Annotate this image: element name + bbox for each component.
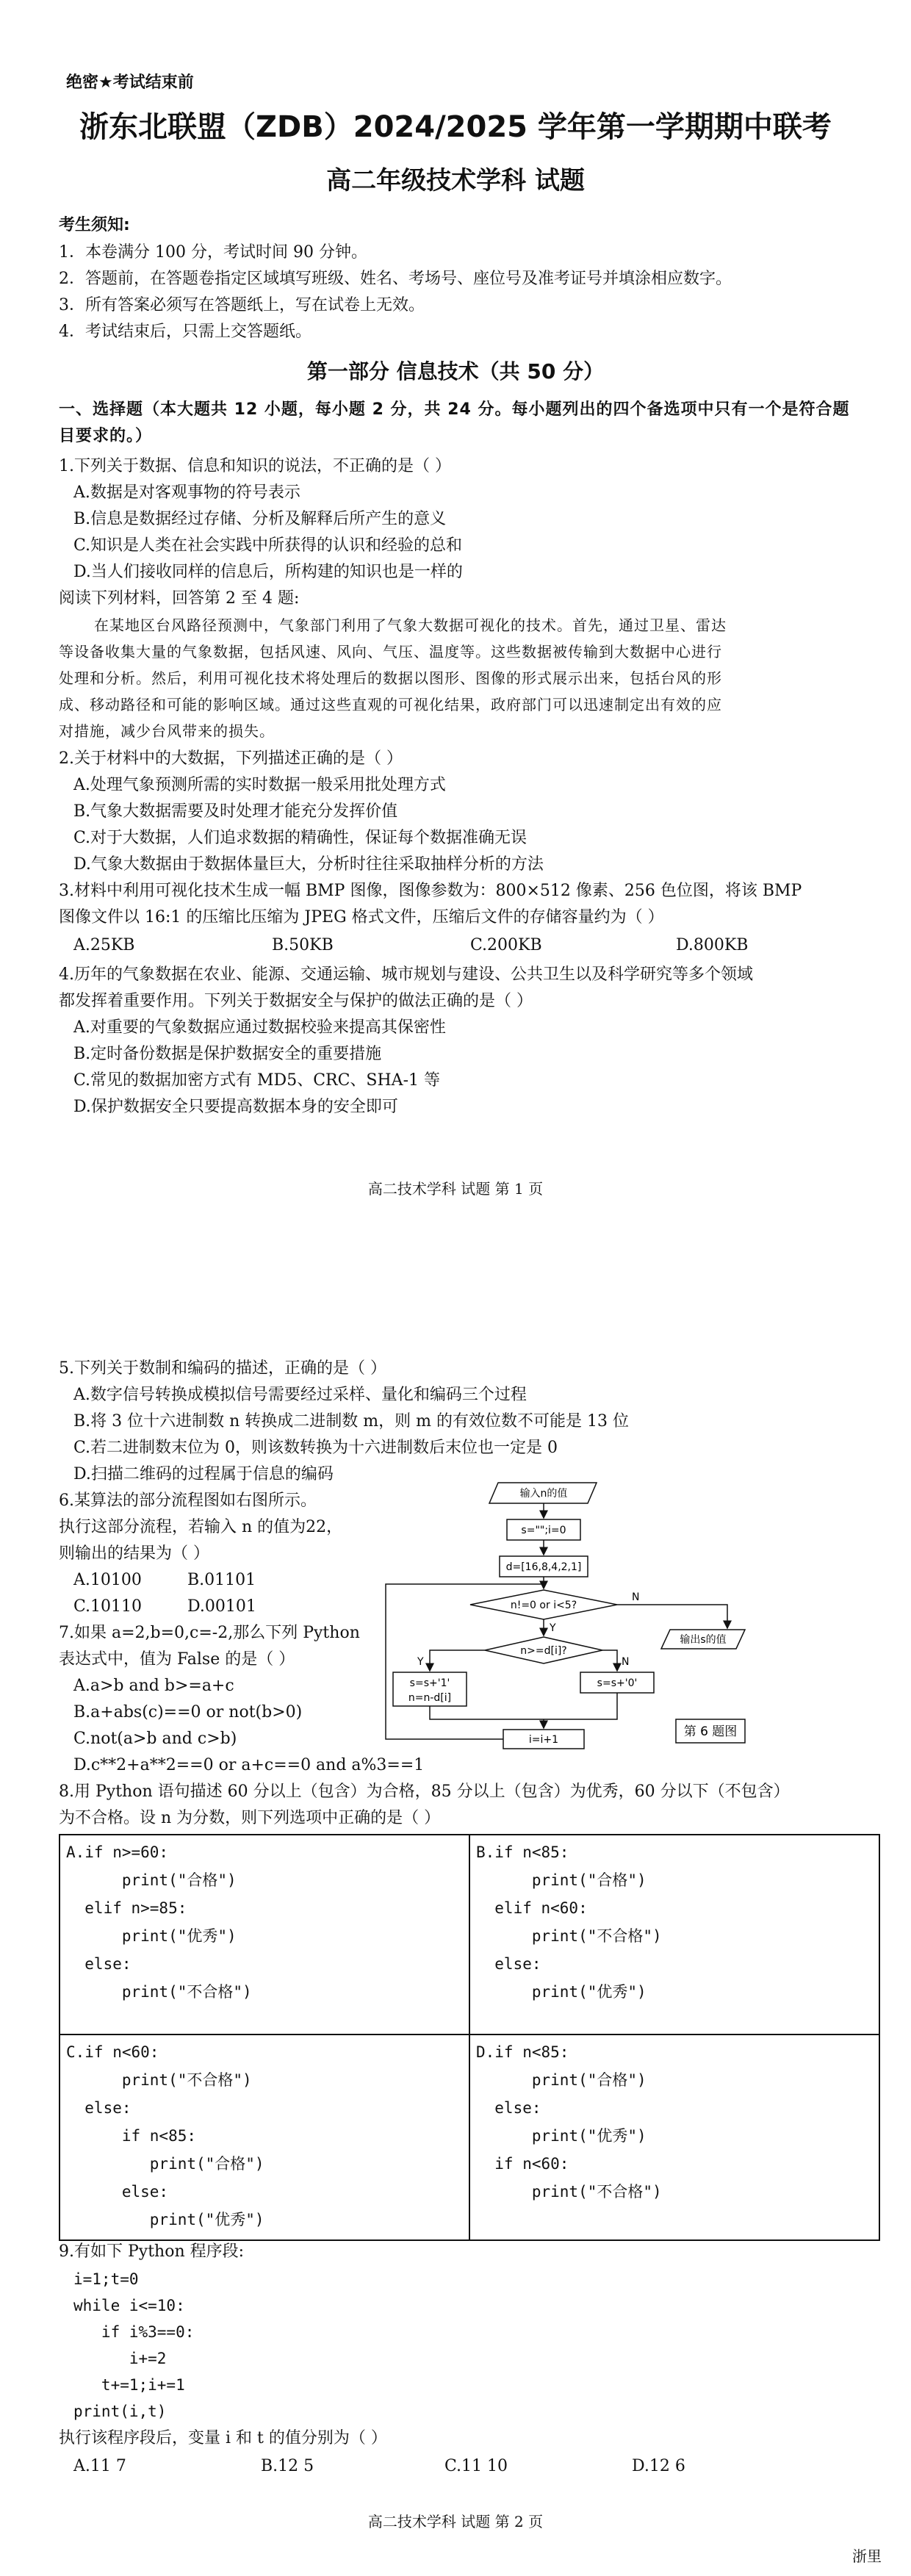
q7-stem: 7.如果 a=2,b=0,c=-2,那么下列 Python bbox=[59, 1624, 360, 1642]
q3-option-a: A.25KB bbox=[73, 936, 135, 954]
reading-line: 在某地区台风路径预测中，气象部门利用了气象大数据可视化的技术。首先，通过卫星、雷达 bbox=[94, 616, 727, 634]
q6-option-c: C.10110 bbox=[73, 1597, 143, 1616]
page-footer-1: 高二技术学科 试题 第 1 页 bbox=[367, 1180, 544, 1198]
q8-option-b: B.if n<85: print("合格") elif n<60: print("不合格") else: print("优秀") bbox=[476, 1843, 662, 2001]
q8-stem-cont: 为不合格。设 n 为分数，则下列选项中正确的是（ ） bbox=[59, 1809, 441, 1827]
flow-yes-text: s=s+'1' bbox=[409, 1677, 450, 1689]
q7-option-d: D.c**2+a**2==0 or a+c==0 and a%3==1 bbox=[73, 1756, 425, 1774]
q2-option-a: A.处理气象预测所需的实时数据一般采用批处理方式 bbox=[73, 776, 446, 794]
exam-subtitle: 高二年级技术学科 试题 bbox=[326, 166, 585, 195]
q7-stem-cont: 表达式中，值为 False 的是（ ） bbox=[59, 1650, 295, 1669]
q6-stem-cont: 执行这部分流程，若输入 n 的值为22， bbox=[59, 1518, 343, 1536]
q5-option-c: C.若二进制数末位为 0，则该数转换为十六进制数后末位也一定是 0 bbox=[73, 1439, 558, 1457]
q2-option-b: B.气象大数据需要及时处理才能充分发挥价值 bbox=[73, 802, 398, 821]
flowchart-figure bbox=[382, 1477, 779, 1763]
q4-stem-cont: 都发挥着重要作用。下列关于数据安全与保护的做法正确的是（ ） bbox=[59, 992, 533, 1010]
notice-item: 4．考试结束后，只需上交答题纸。 bbox=[59, 323, 312, 341]
q9-option-b: B.12 5 bbox=[261, 2457, 314, 2475]
q3-option-c: C.200KB bbox=[470, 936, 542, 954]
q6-option-d: D.00101 bbox=[187, 1597, 256, 1616]
q6-option-a: A.10100 bbox=[73, 1571, 142, 1589]
flow-cond2-text: n>=d[i]? bbox=[520, 1645, 567, 1657]
reading-line: 处理和分析。然后，利用可视化技术将处理后的数据以图形、图像的形式展示出来，包括台风的形 bbox=[59, 669, 722, 687]
notice-item: 3．所有答案必须写在答题纸上，写在试卷上无效。 bbox=[59, 296, 425, 314]
q6-option-b: B.01101 bbox=[187, 1571, 256, 1589]
flow-yes-text: n=n-d[i] bbox=[408, 1692, 452, 1704]
q5-option-d: D.扫描二维码的过程属于信息的编码 bbox=[73, 1465, 334, 1483]
flow-no-text: s=s+'0' bbox=[597, 1677, 638, 1689]
flow-n1-label: N bbox=[632, 1591, 640, 1603]
q4-option-c: C.常见的数据加密方式有 MD5、CRC、SHA-1 等 bbox=[73, 1071, 440, 1090]
q9-code: i=1;t=0 while i<=10: if i%3==0: i+=2 t+=1;i+=1 print(i,t) bbox=[73, 2270, 195, 2420]
q4-option-d: D.保护数据安全只要提高数据本身的安全即可 bbox=[73, 1098, 398, 1116]
q9-option-d: D.12 6 bbox=[632, 2457, 685, 2475]
notice-item: 1．本卷满分 100 分，考试时间 90 分钟。 bbox=[59, 243, 367, 262]
q6-stem-cont: 则输出的结果为（ ） bbox=[59, 1544, 209, 1563]
q7-option-c: C.not(a>b and c>b) bbox=[73, 1730, 237, 1748]
notice-item: 2．答题前，在答题卷指定区域填写班级、姓名、考场号、座位号及准考证号并填涂相应数字。 bbox=[59, 270, 732, 288]
q9-stem: 9.有如下 Python 程序段: bbox=[59, 2242, 245, 2261]
q2-option-d: D.气象大数据由于数据体量巨大，分析时往往采取抽样分析的方法 bbox=[73, 855, 544, 874]
flow-list-text: d=[16,8,4,2,1] bbox=[505, 1561, 582, 1573]
secret-label: 绝密★考试结束前 bbox=[66, 73, 194, 92]
q3-stem: 3.材料中利用可视化技术生成一幅 BMP 图像，图像参数为：800×512 像素、256 色位图，将该 BMP bbox=[59, 882, 802, 900]
q4-option-a: A.对重要的气象数据应通过数据校验来提高其保密性 bbox=[73, 1018, 446, 1037]
q1-option-d: D.当人们接收同样的信息后，所构建的知识也是一样的 bbox=[73, 563, 463, 581]
section-heading: 一、选择题（本大题共 12 小题，每小题 2 分，共 24 分。每小题列出的四个备选项中只有一个是符合题目要求的。） bbox=[59, 400, 850, 445]
q1-option-c: C.知识是人类在社会实践中所获得的认识和经验的总和 bbox=[73, 536, 463, 555]
reading-line: 成、移动路径和可能的影响区域。通过这些直观的可视化结果，政府部门可以迅速制定出有效的应 bbox=[59, 696, 722, 713]
q8-option-a: A.if n>=60: print("合格") elif n>=85: print("优秀") else: print("不合格") bbox=[66, 1843, 252, 2001]
flow-cond1-text: n!=0 or i<5? bbox=[510, 1600, 577, 1611]
reading-intro: 阅读下列材料，回答第 2 至 4 题: bbox=[59, 589, 300, 608]
exam-title: 浙东北联盟（ZDB）2024/2025 学年第一学期期中联考 bbox=[79, 110, 832, 144]
q8-option-d: D.if n<85: print("合格") else: print("优秀") if n<60: print("不合格") bbox=[476, 2043, 662, 2201]
flow-inc-text: i=i+1 bbox=[528, 1734, 559, 1746]
q5-option-b: B.将 3 位十六进制数 n 转换成二进制数 m，则 m 的有效位数不可能是 13 位 bbox=[73, 1412, 629, 1431]
q8-stem: 8.用 Python 语句描述 60 分以上（包含）为合格，85 分以上（包含）为优秀，60 分以下（不包含） bbox=[59, 1782, 790, 1801]
flow-output-text: 输出s的值 bbox=[680, 1634, 727, 1646]
q5-option-a: A.数字信号转换成模拟信号需要经过采样、量化和编码三个过程 bbox=[73, 1386, 527, 1404]
q3-stem-cont: 图像文件以 16:1 的压缩比压缩为 JPEG 格式文件，压缩后文件的存储容量约为（ ） bbox=[59, 908, 664, 927]
flow-y1-label: Y bbox=[550, 1622, 556, 1634]
q4-stem: 4.历年的气象数据在农业、能源、交通运输、城市规划与建设、公共卫生以及科学研究等多个领域 bbox=[59, 965, 753, 984]
flow-init-text: s="";i=0 bbox=[521, 1525, 566, 1536]
q3-option-b: B.50KB bbox=[272, 936, 334, 954]
flow-n2-label: N bbox=[622, 1656, 630, 1668]
q8-options-table bbox=[59, 1834, 880, 2241]
reading-line: 等设备收集大量的气象数据，包括风速、风向、气压、温度等。这些数据被传输到大数据中心进行 bbox=[59, 643, 722, 661]
q6-stem: 6.某算法的部分流程图如右图所示。 bbox=[59, 1492, 317, 1510]
q9-question: 执行该程序段后，变量 i 和 t 的值分别为（ ） bbox=[59, 2429, 387, 2447]
notice-heading: 考生须知: bbox=[59, 216, 130, 234]
part-title: 第一部分 信息技术（共 50 分） bbox=[306, 359, 605, 384]
q1-option-a: A.数据是对客观事物的符号表示 bbox=[73, 483, 300, 502]
q1-stem: 1.下列关于数据、信息和知识的说法，不正确的是（ ） bbox=[59, 457, 451, 475]
q2-option-c: C.对于大数据，人们追求数据的精确性，保证每个数据准确无误 bbox=[73, 829, 527, 847]
q1-option-b: B.信息是数据经过存储、分析及解释后所产生的意义 bbox=[73, 510, 447, 528]
flow-caption-text: 第 6 题图 bbox=[683, 1724, 738, 1739]
reading-line: 对措施，减少台风带来的损失。 bbox=[59, 722, 275, 740]
page-footer-2: 高二技术学科 试题 第 2 页 bbox=[367, 2513, 544, 2530]
corner-watermark: 浙里 bbox=[852, 2547, 882, 2565]
flow-input-text: 输入n的值 bbox=[519, 1488, 568, 1500]
flow-y2-label: Y bbox=[417, 1656, 424, 1668]
q3-option-d: D.800KB bbox=[676, 936, 749, 954]
q7-option-b: B.a+abs(c)==0 or not(b>0) bbox=[73, 1703, 303, 1721]
q8-option-c: C.if n<60: print("不合格") else: if n<85: print("合格") else: print("优秀") bbox=[66, 2043, 264, 2228]
q7-option-a: A.a>b and b>=a+c bbox=[73, 1677, 234, 1695]
q2-stem: 2.关于材料中的大数据，下列描述正确的是（ ） bbox=[59, 749, 403, 768]
q5-stem: 5.下列关于数制和编码的描述，正确的是（ ） bbox=[59, 1359, 386, 1378]
q9-option-a: A.11 7 bbox=[73, 2457, 126, 2475]
q4-option-b: B.定时备份数据是保护数据安全的重要措施 bbox=[73, 1045, 382, 1063]
q9-option-c: C.11 10 bbox=[444, 2457, 508, 2475]
